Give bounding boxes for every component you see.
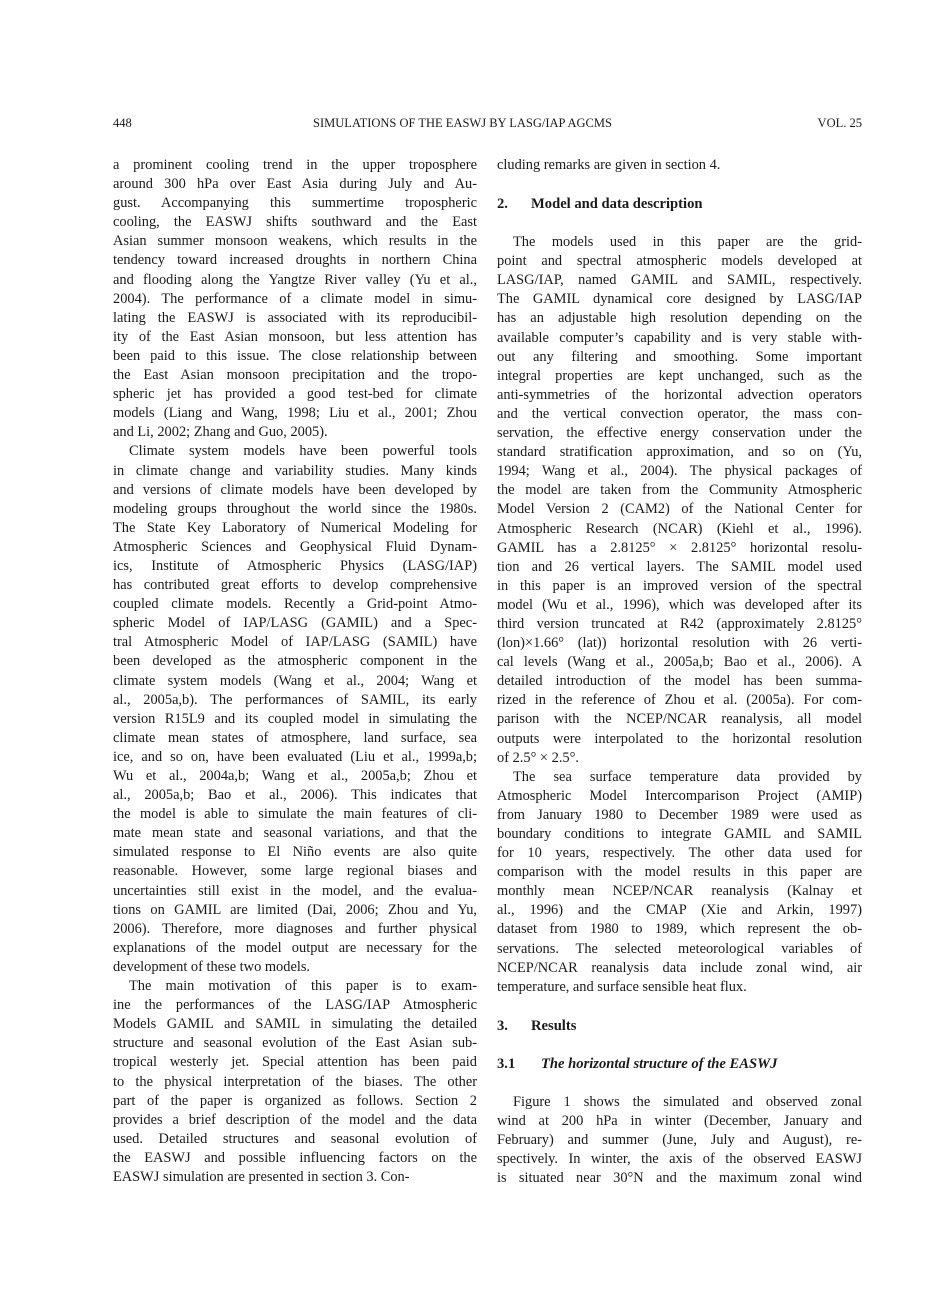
text-line: structure and seasonal evolution of the East Asian sub- [113, 1035, 477, 1052]
text-line: Wu et al., 2004a,b; Wang et al., 2005a,b; Zhou et [113, 768, 477, 784]
text-line: tendency toward increased droughts in northern China [113, 252, 477, 269]
text-line: spheric Model of IAP/LASG (GAMIL) and a Spec- [113, 615, 477, 632]
text-line: model (Wu et al., 1996), which was developed after its [497, 596, 862, 613]
text-line: spheric jet has provided a good test-bed for climate [113, 386, 477, 403]
text-line: Atmospheric Sciences and Geophysical Fluid Dynam- [113, 538, 477, 555]
text-line: used. Detailed structures and seasonal evolution of [113, 1130, 477, 1147]
text-line: parison with the NCEP/NCAR reanalysis, all model [497, 711, 862, 728]
text-line: in this paper is an improved version of the spectral [497, 577, 862, 594]
heading-number: 3. [497, 1017, 508, 1034]
text-line: point and spectral atmospheric models developed at [497, 253, 862, 270]
text-line: out any filtering and smoothing. Some important [497, 348, 862, 365]
text-line: climate system models (Wang et al., 2004; Wang et [113, 672, 477, 689]
text-line: Models GAMIL and SAMIL in simulating the detailed [113, 1016, 477, 1033]
text-line: ics, Institute of Atmospheric Physics (LASG/IAP) [113, 557, 477, 574]
text-line: coupled climate models. Recently a Grid-point Atmo- [113, 596, 477, 613]
text-line: the model are taken from the Community Atmospheric [497, 482, 862, 499]
left-column [113, 156, 477, 1187]
section-heading [497, 1017, 862, 1036]
paragraph [497, 768, 862, 997]
text-line: Figure 1 shows the simulated and observed zonal [513, 1093, 862, 1110]
paragraph [497, 156, 862, 175]
text-line: The sea surface temperature data provided by [513, 768, 862, 785]
text-line: been paid to this issue. The close relationship between [113, 347, 477, 364]
paragraph [113, 442, 477, 977]
paragraph [113, 156, 477, 442]
text-line: for 10 years, respectively. The other data used for [497, 845, 862, 862]
text-line: of 2.5° × 2.5°. [497, 749, 579, 766]
paragraph [497, 1093, 862, 1188]
text-line: explanations of the model output are necessary for the [113, 939, 477, 956]
text-line: lating the EASWJ is associated with its reproducibil- [113, 309, 477, 326]
text-line: development of these two models. [113, 958, 311, 975]
right-column [497, 156, 862, 1188]
text-line: servation, the effective energy conservation under the [497, 425, 862, 442]
text-line: ity of the East Asian monsoon, but less attention has [113, 328, 477, 345]
text-line: The GAMIL dynamical core designed by LASG/IAP [497, 291, 862, 308]
text-line: models (Liang and Wang, 1998; Liu et al., 2001; Zhou [113, 405, 477, 422]
paragraph [497, 233, 862, 768]
text-line: al., 2005a,b). The performances of SAMIL, its early [113, 691, 477, 708]
page-number: 448 [113, 116, 132, 130]
text-line: wind at 200 hPa in winter (December, January and [497, 1112, 862, 1129]
text-line: and flooding along the Yangtze River valley (Yu et al., [113, 271, 477, 288]
text-line: integral properties are kept unchanged, such as the [497, 367, 862, 384]
text-line: ine the performances of the LASG/IAP Atmospheric [113, 997, 477, 1014]
section-heading [497, 195, 862, 214]
text-line: 2006). Therefore, more diagnoses and further physical [113, 920, 477, 937]
text-line: has an adjustable high resolution depending on the [497, 310, 862, 327]
text-line: servations. The selected meteorological variables of [497, 940, 862, 957]
text-line: is situated near 30°N and the maximum zonal wind [497, 1170, 862, 1187]
text-line: outputs were interpolated to the horizontal resolution [497, 730, 862, 747]
text-line: LASG/IAP, named GAMIL and SAMIL, respectively. [497, 272, 862, 289]
text-line: al., 2005a,b; Bao et al., 2006). This indicates that [113, 787, 477, 804]
text-line: modeling groups throughout the world since the 1980s. [113, 500, 477, 517]
text-line: in climate change and variability studies. Many kinds [113, 462, 477, 479]
text-line: detailed introduction of the model has been summa- [497, 673, 862, 690]
heading-number: 3.1 [497, 1055, 516, 1072]
text-line: February) and summer (June, July and August), re- [497, 1132, 862, 1149]
heading-title: Results [531, 1017, 577, 1034]
text-line: tions on GAMIL are limited (Dai, 2006; Zhou and Yu, [113, 901, 477, 918]
text-line: around 300 hPa over East Asia during July and Au- [113, 176, 477, 193]
text-line: spectively. In winter, the axis of the observed EASWJ [497, 1151, 862, 1168]
text-line: and Li, 2002; Zhang and Guo, 2005). [113, 424, 328, 441]
text-line: provides a brief description of the model and the data [113, 1111, 477, 1128]
text-line: monthly mean NCEP/NCAR reanalysis (Kalnay et [497, 883, 862, 900]
text-line: comparison with the model results in this paper are [497, 864, 862, 881]
heading-number: 2. [497, 196, 508, 213]
text-line: and the vertical convection operator, the mass con- [497, 405, 862, 422]
text-line: The main motivation of this paper is to exam- [129, 978, 477, 995]
text-line: to the physical interpretation of the biases. The other [113, 1073, 477, 1090]
paragraph [113, 977, 477, 1187]
text-line: 2004). The performance of a climate model in simu- [113, 290, 477, 307]
text-line: The State Key Laboratory of Numerical Modeling for [113, 519, 477, 536]
text-line: the model is able to simulate the main features of cli- [113, 806, 477, 823]
text-line: boundary conditions to integrate GAMIL and SAMIL [497, 826, 862, 842]
text-line: Model Version 2 (CAM2) of the National Center for [497, 501, 862, 518]
text-line: Climate system models have been powerful tools [129, 443, 477, 460]
text-line: 1994; Wang et al., 2004). The physical packages of [497, 463, 862, 480]
subsection-heading [497, 1055, 862, 1074]
text-line: al., 1996) and the CMAP (Xie and Arkin, 1997) [497, 902, 862, 919]
text-line: available computer’s capability and is very stable with- [497, 329, 862, 346]
text-line: been developed as the atmospheric component in the [113, 653, 477, 670]
text-line: climate mean states of atmosphere, land surface, sea [113, 729, 477, 746]
text-line: the EASWJ and possible influencing factors on the [113, 1149, 477, 1166]
text-line: (lon)×1.66° (lat)) horizontal resolution with 26 verti- [497, 635, 862, 652]
text-line: version R15L9 and its coupled model in simulating the [113, 710, 477, 727]
text-line: uncertainties still exist in the model, and the evalua- [113, 882, 477, 899]
text-line: from January 1980 to December 1989 were used as [497, 806, 862, 823]
text-line: a prominent cooling trend in the upper troposphere [113, 157, 477, 173]
text-line: tral Atmospheric Model of IAP/LASG (SAMIL) have [113, 634, 477, 651]
text-line: anti-symmetries of the horizontal advection operators [497, 386, 862, 403]
text-line: dataset from 1980 to 1989, which represent the ob- [497, 921, 862, 938]
text-line: gust. Accompanying this summertime tropospheric [113, 195, 477, 212]
text-line: Asian summer monsoon weakens, which results in the [113, 233, 477, 250]
text-line: Atmospheric Model Intercomparison Project (AMIP) [497, 787, 862, 804]
text-line: tion and 26 vertical layers. The SAMIL model used [497, 558, 862, 575]
text-line: cooling, the EASWJ shifts southward and the East [113, 214, 477, 231]
text-line: EASWJ simulation are presented in section 3. Con- [113, 1168, 410, 1185]
text-line: third version truncated at R42 (approximately 2.8125° [497, 615, 862, 632]
volume-label: VOL. 25 [817, 116, 862, 130]
text-line: and versions of climate models have been developed by [113, 481, 477, 498]
heading-title: Model and data description [531, 196, 703, 213]
text-line: cal levels (Wang et al., 2005a,b; Bao et al., 2006). A [497, 654, 862, 671]
text-line: The models used in this paper are the grid- [513, 234, 862, 251]
text-line: Atmospheric Research (NCAR) (Kiehl et al., 1996). [497, 520, 862, 537]
running-title: SIMULATIONS OF THE EASWJ BY LASG/IAP AGCMS [313, 116, 612, 130]
text-line: tropical westerly jet. Special attention has been paid [113, 1054, 477, 1071]
text-line: part of the paper is organized as follows. Section 2 [113, 1092, 477, 1109]
text-line: has contributed great efforts to develop comprehensive [113, 577, 477, 594]
text-line: ice, and so on, have been evaluated (Liu et al., 1999a,b; [113, 748, 477, 765]
text-line: GAMIL has a 2.8125° × 2.8125° horizontal resolu- [497, 539, 862, 556]
text-line: mate mean state and seasonal variations, and that the [113, 825, 477, 842]
text-line: temperature, and surface sensible heat flux. [497, 978, 747, 995]
text-line: simulated response to El Niño events are also quite [113, 844, 477, 861]
text-line: the East Asian monsoon precipitation and the tropo- [113, 367, 477, 384]
text-line: reasonable. However, some large regional biases and [113, 863, 477, 880]
text-line: cluding remarks are given in section 4. [497, 157, 721, 173]
heading-title: The horizontal structure of the EASWJ [541, 1055, 778, 1072]
text-line: NCEP/NCAR reanalysis data include zonal wind, air [497, 959, 862, 976]
text-line: rized in the reference of Zhou et al. (2005a). For com- [497, 692, 862, 709]
text-line: standard stratification approximation, and so on (Yu, [497, 444, 862, 461]
